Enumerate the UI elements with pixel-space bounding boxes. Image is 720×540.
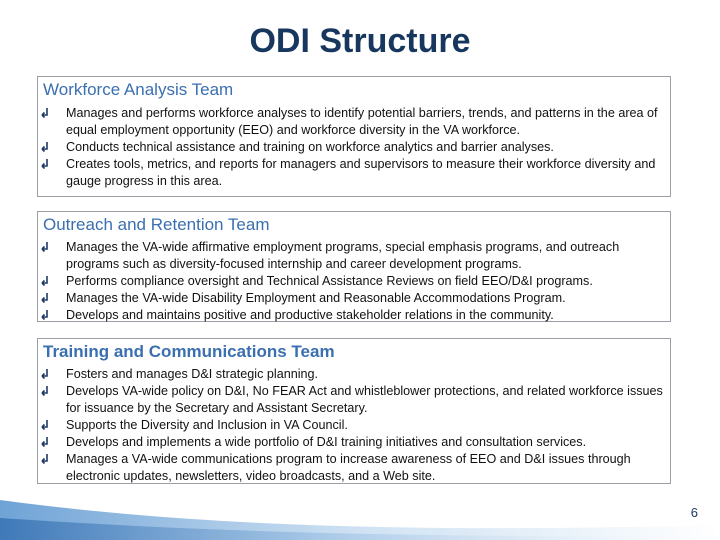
list-item bbox=[66, 383, 664, 417]
section-heading: Workforce Analysis Team bbox=[43, 80, 234, 99]
list-item bbox=[66, 239, 664, 273]
arrow-bullet-icon bbox=[41, 276, 51, 287]
footer-wave-decoration bbox=[0, 480, 720, 540]
list-item-text: Creates tools, metrics, and reports for managers and supervisors to measure their workforce diversity and gauge progress in this area. bbox=[66, 157, 656, 188]
arrow-bullet-icon bbox=[41, 159, 51, 170]
arrow-bullet-icon bbox=[41, 420, 51, 431]
arrow-bullet-icon bbox=[41, 293, 51, 304]
arrow-bullet-icon bbox=[41, 369, 51, 380]
list-item-text: Fosters and manages D&I strategic planning. bbox=[66, 367, 319, 381]
list-item-text: Manages and performs workforce analyses to identify potential barriers, trends, and patterns in the area of equal employment opportunity (EEO) and workforce diversity in the VA workforce. bbox=[66, 106, 658, 137]
section-heading: Outreach and Retention Team bbox=[43, 215, 270, 234]
list-item bbox=[66, 290, 664, 307]
outreach-retention-section bbox=[37, 211, 671, 322]
page-number: 6 bbox=[690, 505, 698, 520]
list-item bbox=[66, 273, 664, 290]
list-item bbox=[66, 417, 664, 434]
list-item-text: Develops VA-wide policy on D&I, No FEAR Act and whistleblower protections, and related workforce issues for issuance by the Secretary and Assistant Secretary. bbox=[66, 384, 663, 415]
list-item-text: Manages the VA-wide Disability Employment and Reasonable Accommodations Program. bbox=[66, 291, 566, 305]
workforce-analysis-section bbox=[37, 76, 671, 197]
arrow-bullet-icon bbox=[41, 310, 51, 321]
arrow-bullet-icon bbox=[41, 437, 51, 448]
list-item-text: Conducts technical assistance and training on workforce analytics and barrier analyses. bbox=[66, 140, 554, 154]
list-item bbox=[66, 434, 664, 451]
section-list bbox=[38, 105, 670, 190]
list-item-text: Manages a VA-wide communications program to increase awareness of EEO and D&I issues through electronic updates, newsletters, video broadcasts, and a Web site. bbox=[66, 452, 631, 483]
list-item bbox=[66, 139, 664, 156]
list-item-text: Develops and implements a wide portfolio of D&I training initiatives and consultation services. bbox=[66, 435, 587, 449]
list-item-text: Performs compliance oversight and Technical Assistance Reviews on field EEO/D&I programs. bbox=[66, 274, 593, 288]
slide-title: ODI Structure bbox=[249, 22, 471, 60]
section-heading: Training and Communications Team bbox=[43, 342, 335, 361]
arrow-bullet-icon bbox=[41, 454, 51, 465]
section-list bbox=[38, 239, 670, 324]
arrow-bullet-icon bbox=[41, 242, 51, 253]
arrow-bullet-icon bbox=[41, 108, 51, 119]
list-item bbox=[66, 366, 664, 383]
list-item bbox=[66, 156, 664, 190]
list-item bbox=[66, 307, 664, 324]
section-list bbox=[38, 366, 670, 485]
list-item-text: Develops and maintains positive and productive stakeholder relations in the community. bbox=[66, 308, 554, 322]
list-item-text: Supports the Diversity and Inclusion in VA Council. bbox=[66, 418, 348, 432]
arrow-bullet-icon bbox=[41, 386, 51, 397]
list-item bbox=[66, 105, 664, 139]
arrow-bullet-icon bbox=[41, 142, 51, 153]
list-item-text: Manages the VA-wide affirmative employment programs, special emphasis programs, and outreach programs such as diversity-focused internship and career development programs. bbox=[66, 240, 620, 271]
training-communications-section bbox=[37, 338, 671, 484]
